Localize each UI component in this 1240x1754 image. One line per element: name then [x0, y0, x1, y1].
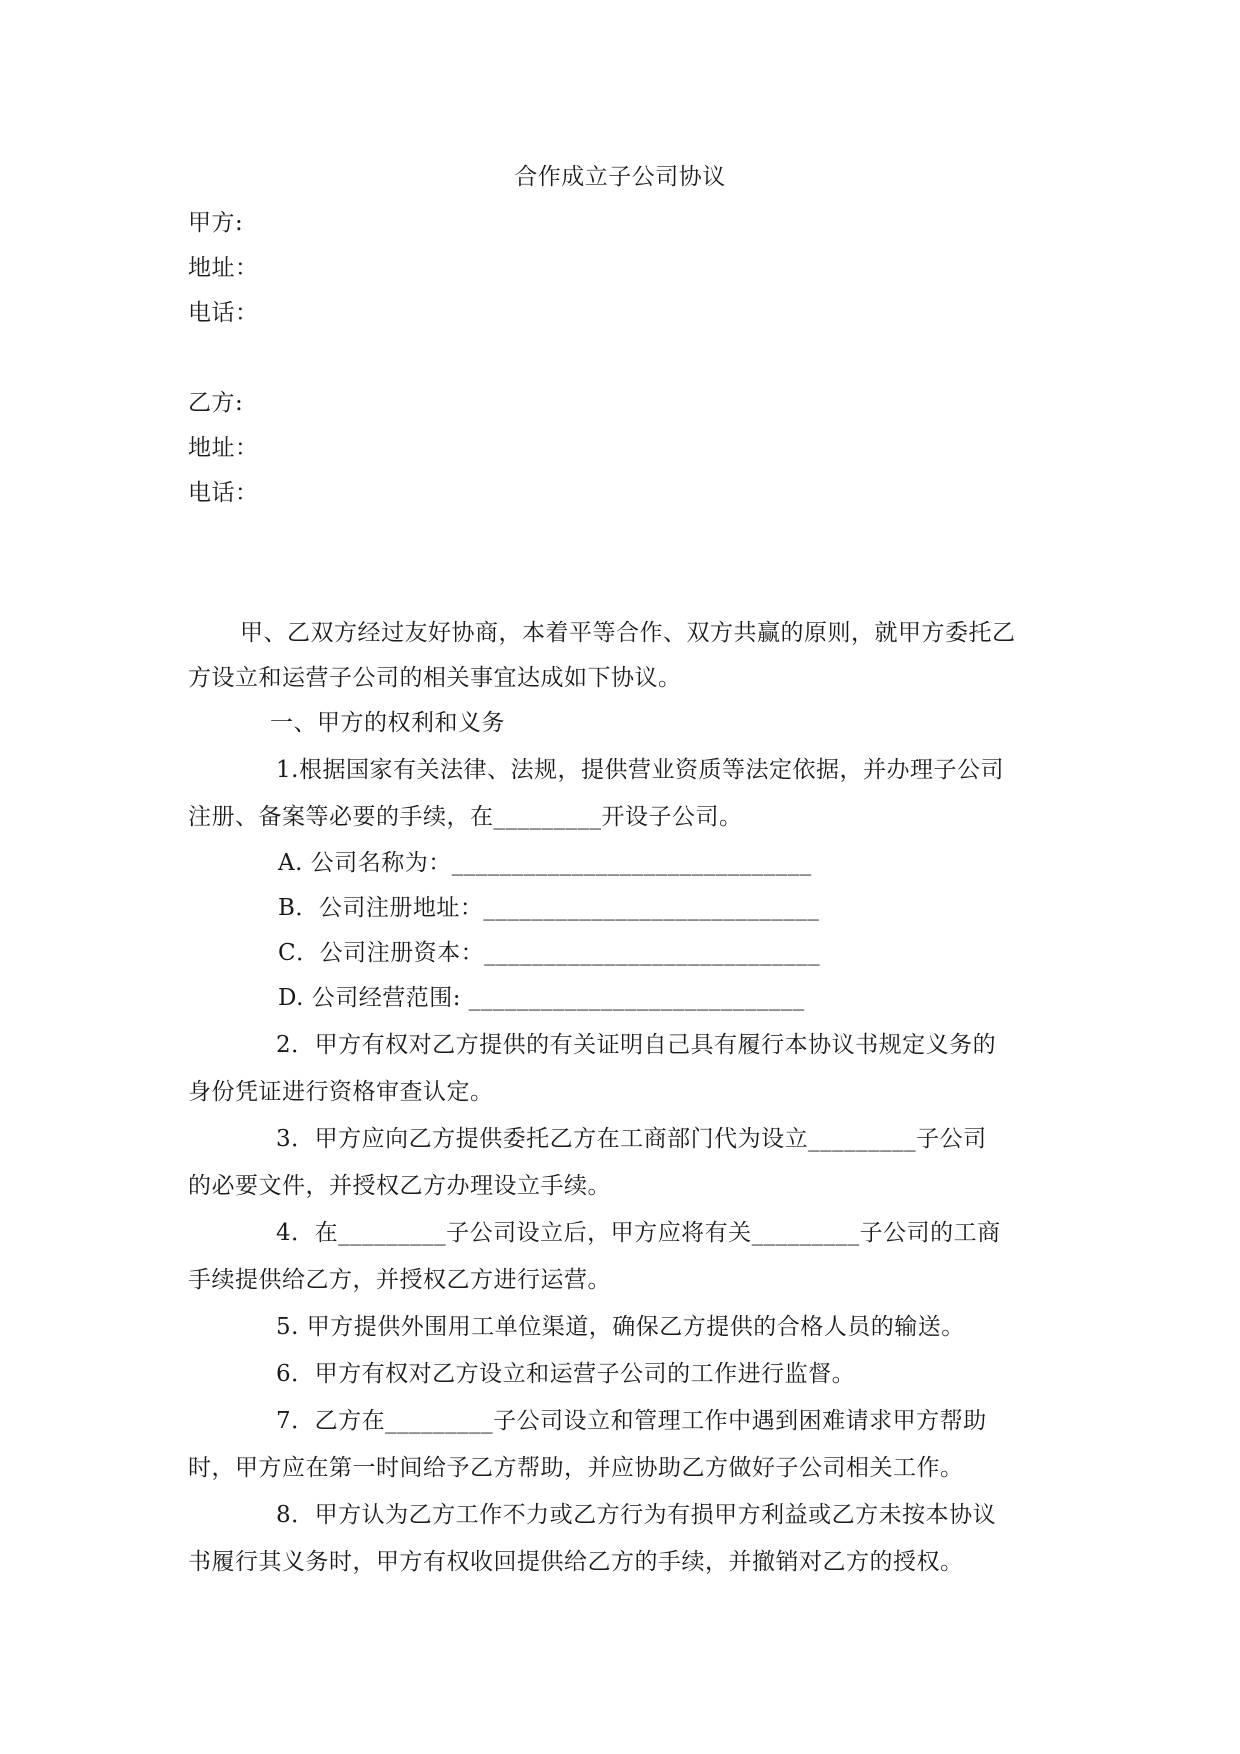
- party-b-label: 乙方:: [188, 390, 244, 416]
- item-4-line-2: 手续提供给乙方，并授权乙方进行运营。: [188, 1267, 611, 1293]
- section-1-heading: 一、甲方的权利和义务: [270, 710, 505, 736]
- party-a-address-label: 地址：: [188, 255, 259, 281]
- item-3-line-2: 的必要文件，并授权乙方办理设立手续。: [188, 1173, 611, 1199]
- sub-item-b: B．公司注册地址：____________________________: [278, 895, 820, 921]
- party-a-label: 甲方:: [188, 210, 244, 236]
- intro-line-1: 甲、乙双方经过友好协商，本着平等合作、双方共赢的原则，就甲方委托乙: [240, 620, 1016, 646]
- sub-item-c: C．公司注册资本：____________________________: [278, 940, 821, 966]
- item-4-line-1: 4．在_________子公司设立后，甲方应将有关_________子公司的工商: [276, 1220, 1001, 1246]
- party-b-phone-label: 电话：: [188, 480, 259, 506]
- item-3-line-1: 3．甲方应向乙方提供委托乙方在工商部门代为设立_________子公司: [276, 1126, 987, 1152]
- party-a-phone-label: 电话：: [188, 300, 259, 326]
- intro-line-2: 方设立和运营子公司的相关事宜达成如下协议。: [188, 665, 682, 691]
- item-1-line-1: 1.根据国家有关法律、法规，提供营业资质等法定依据，并办理子公司: [276, 757, 1004, 783]
- item-7-line-1: 7．乙方在_________子公司设立和管理工作中遇到困难请求甲方帮助: [276, 1408, 987, 1434]
- party-b-address-label: 地址：: [188, 435, 259, 461]
- item-6: 6．甲方有权对乙方设立和运营子公司的工作进行监督。: [276, 1361, 856, 1387]
- sub-item-a: A. 公司名称为：______________________________: [278, 850, 812, 876]
- item-1-line-2: 注册、备案等必要的手续，在_________开设子公司。: [188, 804, 743, 830]
- item-7-line-2: 时，甲方应在第一时间给予乙方帮助，并应协助乙方做好子公司相关工作。: [188, 1455, 964, 1481]
- item-2-line-2: 身份凭证进行资格审查认定。: [188, 1079, 494, 1105]
- item-5: 5. 甲方提供外围用工单位渠道，确保乙方提供的合格人员的输送。: [276, 1314, 965, 1340]
- document-title: 合作成立子公司协议: [514, 164, 726, 190]
- item-8-line-2: 书履行其义务时，甲方有权收回提供给乙方的手续，并撤销对乙方的授权。: [188, 1549, 964, 1575]
- item-8-line-1: 8．甲方认为乙方工作不力或乙方行为有损甲方利益或乙方未按本协议: [276, 1502, 997, 1528]
- item-2-line-1: 2．甲方有权对乙方提供的有关证明自己具有履行本协议书规定义务的: [276, 1032, 997, 1058]
- sub-item-d: D. 公司经营范围: ____________________________: [278, 985, 805, 1011]
